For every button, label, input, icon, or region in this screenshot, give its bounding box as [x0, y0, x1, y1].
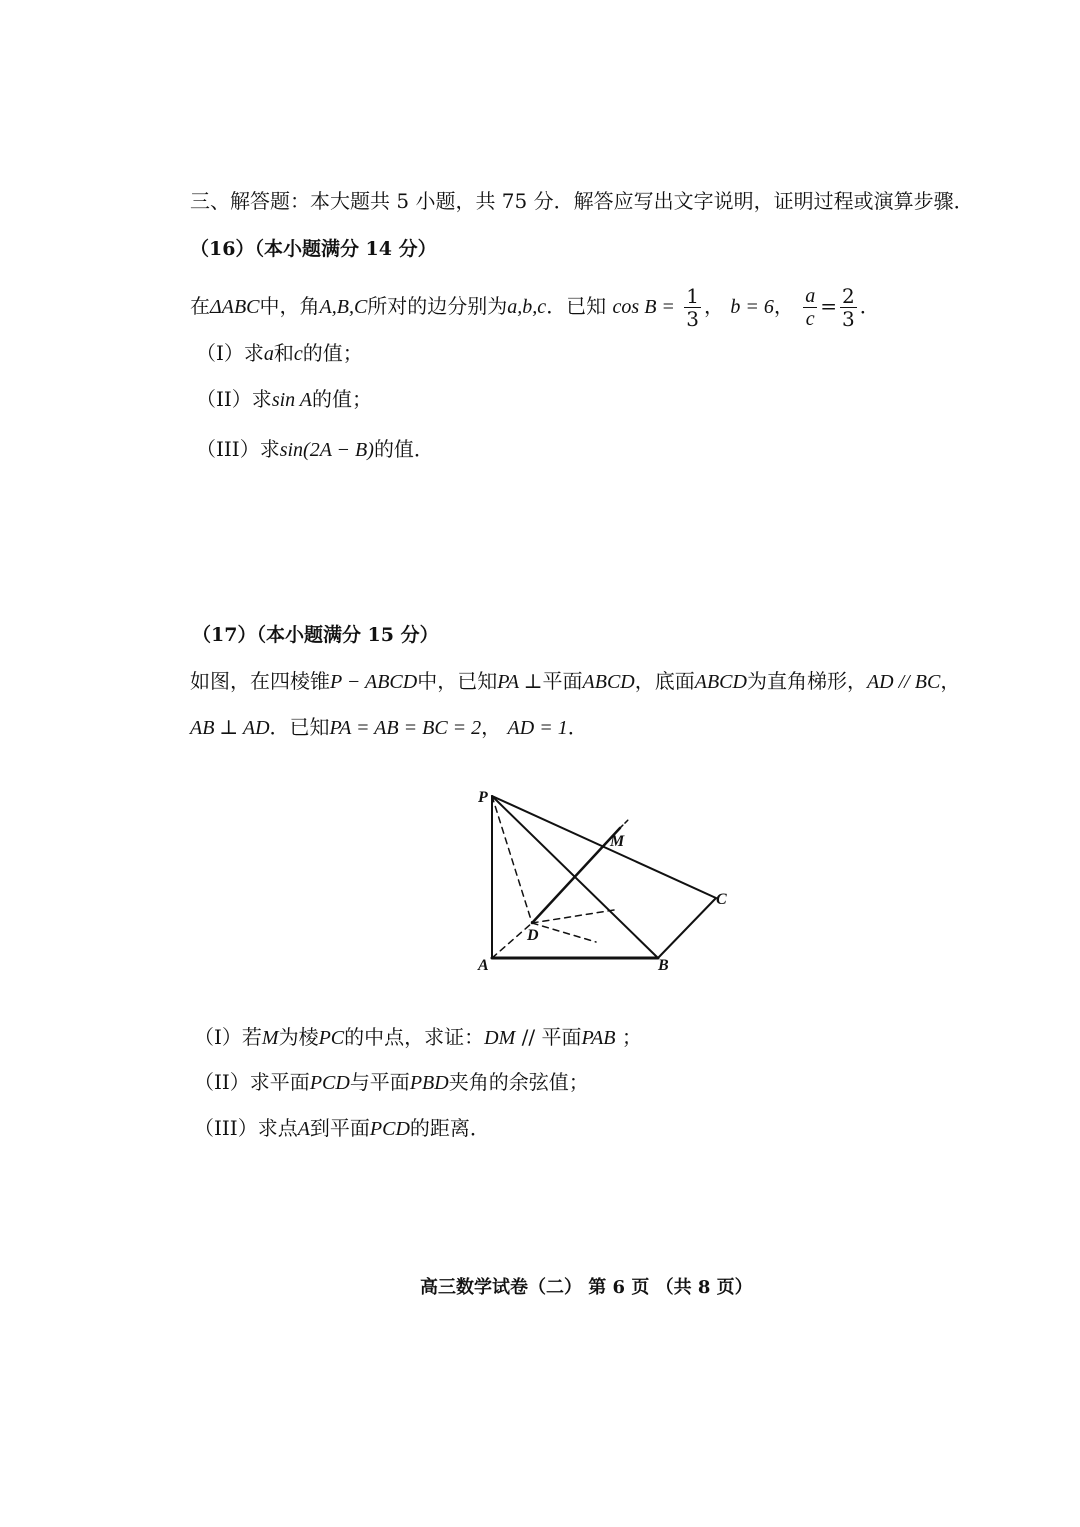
q16-header: （16）（本小题满分 14 分） [190, 238, 437, 260]
label-C: C [716, 891, 727, 908]
segment-DM-ext [620, 820, 628, 828]
label-A: A [478, 957, 489, 974]
q16-stem-pre: 在 [190, 294, 210, 318]
q17-lengths: PA = AB = BC = 2 [329, 717, 482, 739]
q16-frac2-den: 3 [842, 307, 855, 331]
q16-p2-label: （II）求 [196, 387, 272, 411]
q16-frac1-num: 1 [686, 284, 700, 308]
q17-plane1: 平面 [542, 669, 583, 693]
q17-p3-a: A [297, 1118, 310, 1140]
q16-part1 [196, 340, 363, 367]
q16-frac-c: c [805, 308, 815, 330]
q17-p2-pcd: PCD [309, 1072, 350, 1094]
q16-frac1 [684, 285, 701, 330]
page-footer: 高三数学试卷（二） 第 6 页 （共 8 页） [420, 1277, 753, 1298]
q17-p1-label: （I）若 [194, 1025, 262, 1049]
q17-trap: 为直角梯形， [746, 669, 867, 693]
q17-p1-dm: DM [484, 1027, 516, 1049]
q16-frac-ac [803, 285, 817, 330]
q17-ad-bc: AD // BC [866, 671, 941, 693]
q16-cosB: cos B = [612, 296, 675, 318]
q17-p3-end: 的距离． [409, 1116, 490, 1140]
q17-ab-perp-ad: AB ⊥ AD [190, 717, 270, 739]
edge-DB [532, 923, 596, 942]
edge-AD [492, 923, 532, 958]
label-D: D [527, 927, 539, 944]
section-title: 三、解答题：本大题共 5 小题，共 75 分．解答应写出文字说明，证明过程或演算步骤． [190, 189, 974, 213]
q17-part3 [194, 1115, 490, 1142]
q17-stem1-pre: 如图，在四棱锥 [190, 669, 330, 693]
q16-frac-a: a [805, 285, 816, 307]
q17-pa-perp: PA ⊥ [497, 671, 543, 693]
q16-sides: a,b,c [507, 296, 547, 318]
q17-stem-line1: 如图，在四棱锥P − ABCD中，已知PA ⊥平面ABCD，底面ABCD为直角梯形，AD // BC， [190, 669, 961, 693]
q16-part2 [196, 386, 372, 413]
q17-pyramid: P − ABCD [330, 671, 418, 693]
q17-p1-pab: PAB [581, 1027, 616, 1049]
q17-p1-pc: PC [318, 1027, 345, 1049]
label-P: P [478, 789, 488, 806]
q16-p1-end: 的值； [302, 341, 363, 365]
q16-p3-end: 的值． [373, 437, 434, 461]
q17-stem1-mid: 中，已知 [417, 669, 498, 693]
q17-part2 [194, 1069, 589, 1096]
pyramid-figure [470, 780, 740, 980]
q17-part1: （I）若M为棱PC的中点，求证：DM // 平面PAB ； [194, 1025, 642, 1049]
q17-abcd2: ABCD [694, 671, 747, 693]
q16-p1-label: （I）求 [196, 341, 264, 365]
q16-p3-expr: sin(2A − B) [279, 439, 374, 461]
q17-header: （17）（本小题满分 15 分） [192, 624, 439, 646]
q16-eq: = [820, 294, 837, 318]
q17-abcd1: ABCD [582, 671, 635, 693]
q17-p1-par: // 平面 [521, 1025, 582, 1049]
q17-p3-pcd: PCD [369, 1118, 410, 1140]
q17-stem2-known: ．已知 [269, 715, 330, 739]
q17-p1-mid: 为棱 [278, 1025, 319, 1049]
q16-b-eq: b = 6 [730, 296, 774, 318]
q16-p2-expr: sin A [271, 389, 313, 411]
q16-stem: 在ΔABC中，角A,B,C所对的边分别为a,b,c．已知 cos B = $\frac{1}{3}$ ， b = 6， $\frac{a}{c}$ = $\frac{2}{3}$ ． [190, 284, 880, 331]
q17-p1-mid2: 的中点，求证： [344, 1025, 485, 1049]
q17-p2-pbd: PBD [409, 1072, 449, 1094]
q17-p1-m: M [261, 1027, 279, 1049]
q16-triangle: ΔABC [210, 296, 260, 318]
q17-p2-end: 夹角的余弦值； [448, 1070, 589, 1094]
edge-BC [658, 898, 716, 958]
q17-ad-len: AD = 1 [507, 717, 568, 739]
q17-p2-label: （II）求平面 [194, 1070, 310, 1094]
q16-frac1-den: 3 [686, 307, 700, 331]
q16-part3 [196, 436, 434, 463]
q17-p3-label: （III）求点 [194, 1116, 298, 1140]
q17-stem-line2: AB ⊥ AD．已知PA = AB = BC = 2， AD = 1． [190, 715, 588, 739]
edge-DC [532, 910, 614, 923]
q16-stem-mid2: 所对的边分别为 [367, 294, 508, 318]
q16-frac2 [840, 285, 857, 330]
q17-p2-mid: 与平面 [349, 1070, 410, 1094]
label-M: M [610, 833, 625, 850]
label-B: B [658, 957, 669, 974]
q17-base: ，底面 [634, 669, 695, 693]
q16-p1-and: 和 [273, 341, 294, 365]
q16-p1-c: c [293, 343, 303, 365]
q16-frac2-num: 2 [842, 284, 855, 308]
q16-p2-end: 的值； [312, 387, 373, 411]
q16-p3-label: （III）求 [196, 437, 280, 461]
q16-p1-a: a [263, 343, 274, 365]
q16-stem-mid: 中，角 [259, 294, 320, 318]
q16-stem-mid3: ．已知 [546, 294, 607, 318]
q17-p3-mid: 到平面 [309, 1116, 370, 1140]
q16-angles: A,B,C [319, 296, 368, 318]
